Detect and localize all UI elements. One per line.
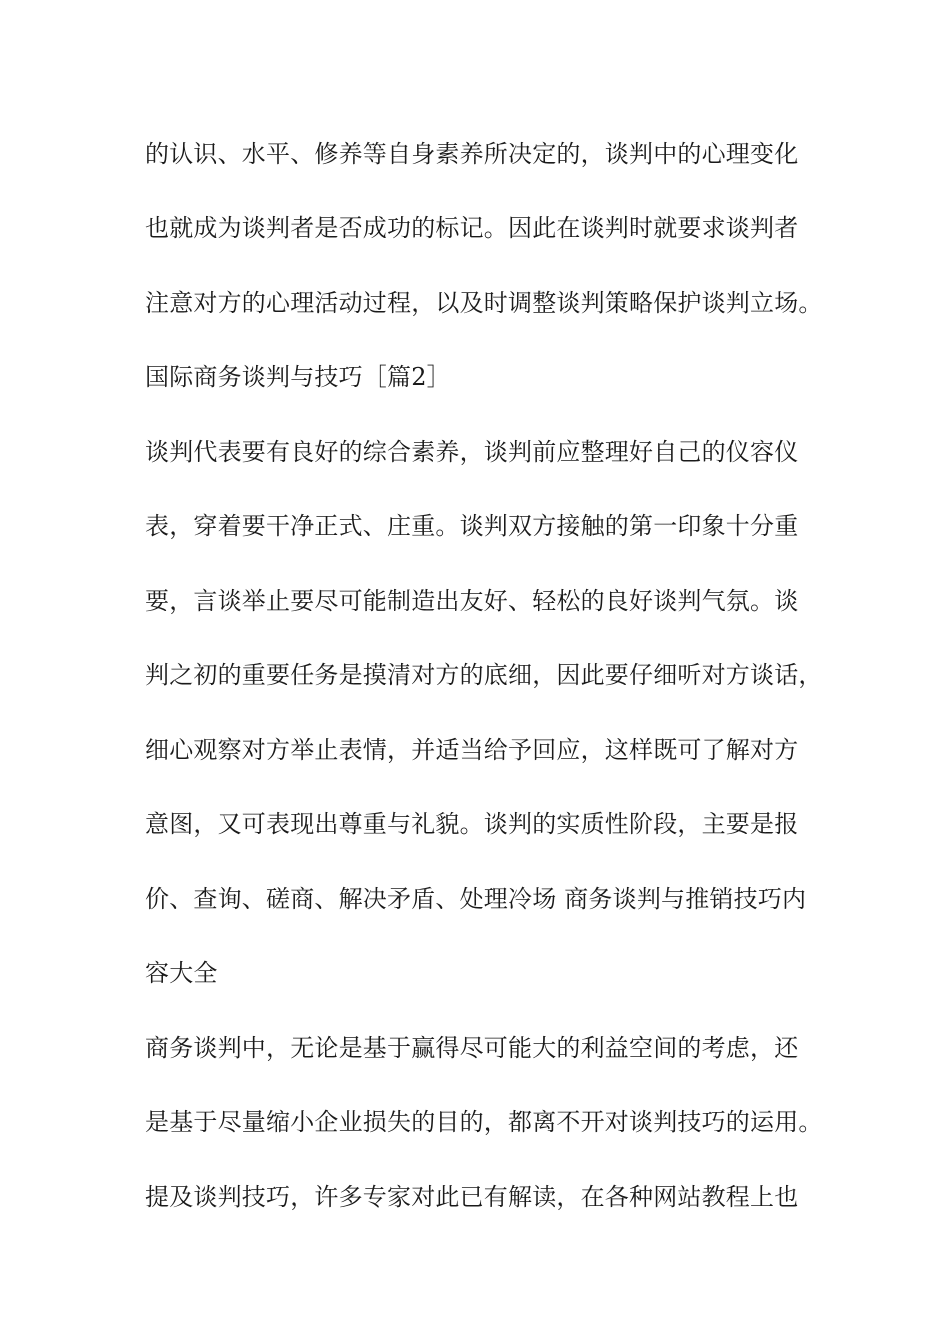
text-line: 商务谈判中，无论是基于赢得尽可能大的利益空间的考虑，还	[145, 1034, 799, 1062]
text-line: 细心观察对方举止表情，并适当给予回应，这样既可了解对方	[145, 736, 799, 764]
text-line: 的认识、水平、修养等自身素养所决定的，谈判中的心理变化	[145, 140, 799, 168]
text-line: 判之初的重要任务是摸清对方的底细，因此要仔细听对方谈话，	[145, 661, 823, 689]
text-line: 是基于尽量缩小企业损失的目的，都离不开对谈判技巧的运用。	[145, 1108, 823, 1136]
text-line: 意图，又可表现出尊重与礼貌。谈判的实质性阶段，主要是报	[145, 810, 799, 838]
section-heading: 国际商务谈判与技巧［篇2］	[145, 363, 451, 391]
text-line: 价、查询、磋商、解决矛盾、处理冷场 商务谈判与推销技巧内	[145, 885, 807, 913]
text-line: 容大全	[145, 959, 218, 987]
text-line: 也就成为谈判者是否成功的标记。因此在谈判时就要求谈判者	[145, 214, 799, 242]
text-line: 表，穿着要干净正式、庄重。谈判双方接触的第一印象十分重	[145, 512, 799, 540]
text-line: 谈判代表要有良好的综合素养，谈判前应整理好自己的仪容仪	[145, 438, 799, 466]
text-line: 提及谈判技巧，许多专家对此已有解读，在各种网站教程上也	[145, 1183, 799, 1211]
text-line: 注意对方的心理活动过程，以及时调整谈判策略保护谈判立场。	[145, 289, 823, 317]
text-line: 要，言谈举止要尽可能制造出友好、轻松的良好谈判气氛。谈	[145, 587, 799, 615]
